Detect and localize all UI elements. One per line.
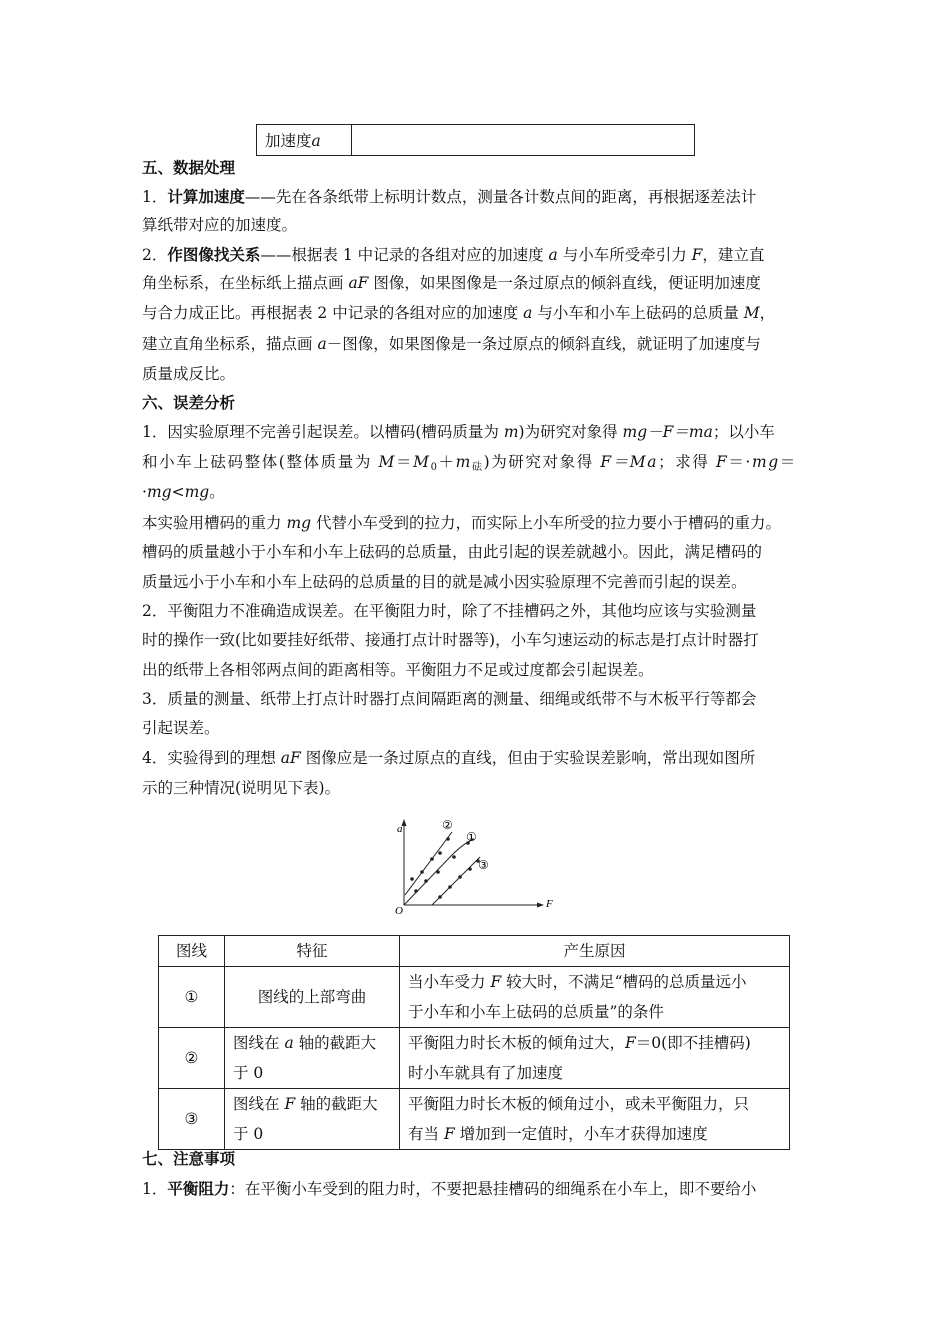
row-reason: 当小车受力 F 较大时，不满足“槽码的总质量远小 于小车和小车上砝码的总质量”的条件 [400,967,790,1028]
table-row [159,1089,790,1150]
section5-p2-line4: 建立直角坐标系，描点画 a－图像，如果图像是一条过原点的倾斜直线，就证明了加速度与 [142,335,761,353]
accel-label: 加速度 [265,132,312,150]
label-3: ③ [478,858,489,872]
top-table [256,124,695,156]
table-header-row [159,936,790,967]
row-id: ② [159,1028,225,1089]
section5-title: 五、数据处理 [142,158,236,177]
table-row [159,967,790,1028]
section7-title: 七、注意事项 [142,1149,236,1168]
origin-label: O [395,905,403,917]
section5-p1-line1: 1．计算加速度——先在各条纸带上标明计数点，测量各计数点间的距离，再根据逐差法计 [142,187,757,206]
row-feature: 图线在 a 轴的截距大 于 0 [225,1028,400,1089]
section5-p2-line1: 2．作图像找关系——根据表 1 中记录的各组对应的加速度 a 与小车所受牵引力 F，建立直 [142,245,765,264]
af-graph-figure [392,817,562,917]
section6-p3-line2: 时的操作一致(比如要挂好纸带、接通打点计时器等)，小车匀速运动的标志是打点计时器打 [142,631,759,649]
row-feature: 图线的上部弯曲 [225,967,400,1028]
section6-title: 六、误差分析 [142,393,236,412]
x-axis-label: F [546,898,553,910]
section6-p1-line2: 和小车上砝码整体(整体质量为 $M=M_0+m_砝$)为研究对象得 F＝Ma；求得 F＝·mg＝ [142,453,797,473]
section5-p2-line5: 质量成反比。 [142,365,236,383]
table-row [159,1028,790,1089]
header-cell: 产生原因 [400,936,790,967]
row-reason: 平衡阻力时长木板的倾角过大，F＝0(即不挂槽码) 时小车就具有了加速度 [400,1028,790,1089]
row-id: ③ [159,1089,225,1150]
section5-p2-line3: 与合力成正比。再根据表 2 中记录的各组对应的加速度 a 与小车和小车上砝码的总质量 M， [142,304,776,322]
accel-value-cell [352,125,695,156]
section6-p4-line2: 引起误差。 [142,719,220,737]
accel-label-cell [257,125,352,156]
header-cell: 图线 [159,936,225,967]
section6-p5-line2: 示的三种情况(说明见下表)。 [142,779,341,797]
line-2 [405,832,452,895]
section5-p1-line2: 算纸带对应的加速度。 [142,216,298,234]
row-feature: 图线在 F 轴的截距大 于 0 [225,1089,400,1150]
x-axis-arrow [537,903,544,908]
section6-p3-line3: 出的纸带上各相邻两点间的距离相等。平衡阻力不足或过度都会引起误差。 [142,661,654,679]
section6-p2-line2: 槽码的质量越小于小车和小车上砝码的总质量，由此引起的误差就越小。因此，满足槽码的 [142,543,763,561]
section6-p1-line1: 1．因实验原理不完善引起误差。以槽码(槽码质量为 m)为研究对象得 mg－F＝ma；以小车 [142,423,775,441]
section6-p3-line1: 2．平衡阻力不准确造成误差。在平衡阻力时，除了不挂槽码之外，其他均应该与实验测量 [142,602,757,620]
section6-p1-line3: ·mg<mg。 [142,483,225,501]
header-cell: 特征 [225,936,400,967]
section6-p2-line1: 本实验用槽码的重力 mg 代替小车受到的拉力，而实际上小车所受的拉力要小于槽码的重力。 [142,514,781,532]
row-id: ① [159,967,225,1028]
section7-p1-line1: 1．平衡阻力：在平衡小车受到的阻力时，不要把悬挂槽码的细绳系在小车上，即不要给小 [142,1179,757,1198]
section5-p2-line2: 角坐标系，在坐标纸上描点画 aF 图像，如果图像是一条过原点的倾斜直线，便证明加速度 [142,274,761,292]
section6-p2-line3: 质量远小于小车和小车上砝码的总质量的目的就是减小因实验原理不完善而引起的误差。 [142,573,747,591]
label-2: ② [442,818,453,832]
accel-var: a [311,132,321,150]
section6-p5-line1: 4．实验得到的理想 aF 图像应是一条过原点的直线，但由于实验误差影响，常出现如图所 [142,749,756,767]
label-1: ① [466,830,477,844]
row-reason: 平衡阻力时长木板的倾角过小，或未平衡阻力，只 有当 F 增加到一定值时，小车才获得加速度 [400,1089,790,1150]
section6-p4-line1: 3．质量的测量、纸带上打点计时器打点间隔距离的测量、细绳或纸带不与木板平行等都会 [142,690,757,708]
data-points [410,837,480,899]
error-analysis-table [158,935,790,1150]
y-axis-label: a [397,823,403,835]
